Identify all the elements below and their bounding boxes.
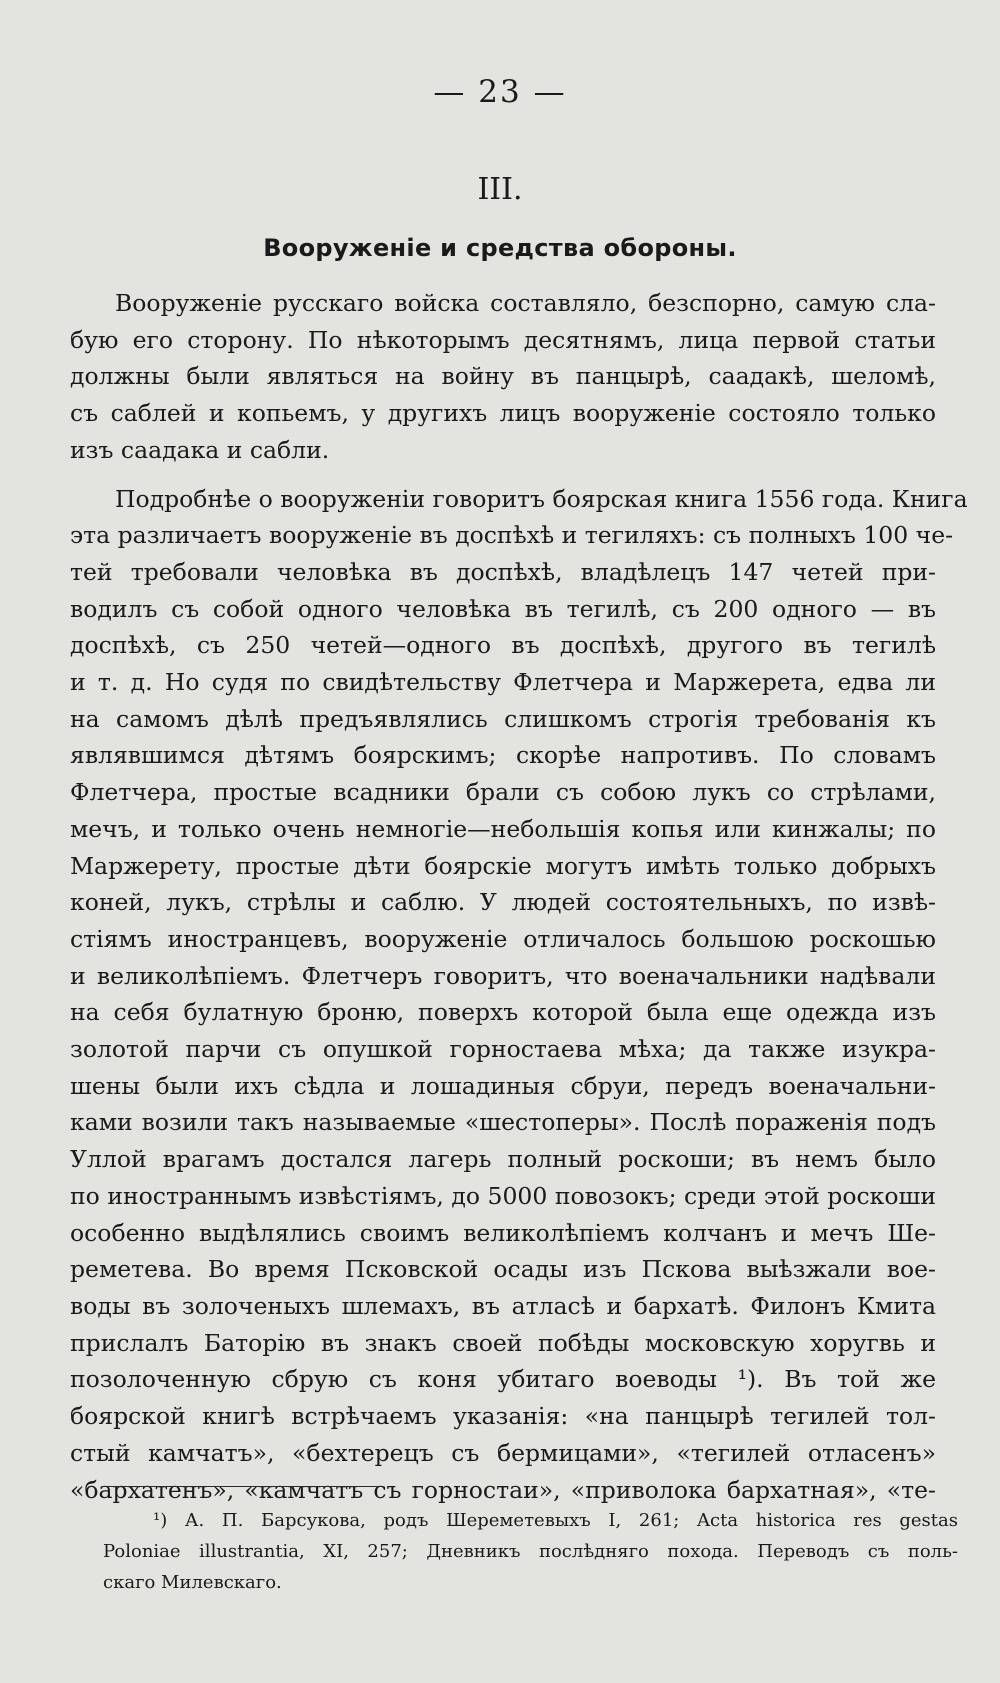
- text-line: позолоченную сбрую съ коня убитаго воеводы ¹). Въ той же: [70, 1365, 936, 1394]
- text-line: изъ саадака и сабли.: [70, 435, 330, 464]
- body-text: [70, 285, 968, 1508]
- text-line: мечъ, и только очень немногіе—небольшія копья или кинжалы; по: [70, 814, 936, 843]
- footnote-line: скаго Милевскаго.: [103, 1572, 282, 1593]
- text-line: и т. д. Но судя по свидѣтельству Флетчера и Маржерета, едва ли: [70, 668, 936, 697]
- text-line: на самомъ дѣлѣ предъявлялись слишкомъ строгія требованія къ: [70, 704, 936, 733]
- chapter-number: III.: [477, 172, 523, 207]
- text-line: шены были ихъ сѣдла и лошадиныя сбруи, передъ военачальни-: [70, 1071, 936, 1100]
- text-line: особенно выдѣлялись своимъ великолѣпіемъ колчанъ и мечъ Ше-: [70, 1218, 936, 1247]
- text-line: Маржерету, простые дѣти боярскіе могутъ имѣть только добрыхъ: [70, 851, 936, 880]
- text-line: являвшимся дѣтямъ боярскимъ; скорѣе напротивъ. По словамъ: [70, 741, 936, 770]
- text-line: воды въ золоченыхъ шлемахъ, въ атласѣ и бархатѣ. Филонъ Кмита: [70, 1291, 936, 1320]
- paragraph-2: [70, 481, 968, 1509]
- footnote-line: Poloniae illustrantia, XI, 257; Дневникъ послѣдняго похода. Переводъ съ поль-: [103, 1541, 958, 1562]
- text-line: тей требовали человѣка въ доспѣхѣ, владѣлецъ 147 четей при-: [70, 557, 936, 586]
- text-line: по иностраннымъ извѣстіямъ, до 5000 повозокъ; среди этой роскоши: [70, 1181, 936, 1210]
- text-line: золотой парчи съ опушкой горностаева мѣха; да также изукра-: [70, 1035, 936, 1064]
- text-line: Вооруженіе русскаго войска составляло, безспорно, самую сла-: [115, 289, 936, 317]
- footnote: [103, 1505, 958, 1598]
- text-line: и великолѣпіемъ. Флетчеръ говоритъ, что военачальники надѣвали: [70, 961, 936, 990]
- text-line: Уллой врагамъ достался лагерь полный роскоши; въ немъ было: [70, 1145, 936, 1174]
- text-line: «бархатенъ», «камчатъ съ горностаи», «приволока бархатная», «те-: [70, 1475, 936, 1504]
- text-line: коней, лукъ, стрѣлы и саблю. У людей состоятельныхъ, по извѣ-: [70, 888, 936, 917]
- chapter-title: Вооруженіе и средства обороны.: [263, 234, 737, 262]
- text-line: водилъ съ собой одного человѣка въ тегилѣ, съ 200 одного — въ: [70, 594, 936, 623]
- text-line: на себя булатную броню, поверхъ которой была еще одежда изъ: [70, 998, 936, 1027]
- text-line: боярской книгѣ встрѣчаемъ указанія: «на панцырѣ тегилей тол-: [70, 1402, 936, 1431]
- text-line: Подробнѣе о вооруженіи говоритъ боярская книга 1556 года. Книга: [115, 484, 968, 513]
- text-line: бую его сторону. По нѣкоторымъ десятнямъ, лица первой статьи: [70, 325, 936, 354]
- text-line: должны были являться на войну въ панцырѣ, саадакѣ, шеломѣ,: [70, 362, 936, 391]
- text-line: ками возили такъ называемые «шестоперы». Послѣ пораженія подъ: [70, 1108, 936, 1137]
- footnote-line: ¹) А. П. Барсукова, родъ Шереметевыхъ I, 261; Acta historica res gestas: [153, 1510, 958, 1531]
- paragraph-1: [70, 285, 936, 469]
- text-line: съ саблей и копьемъ, у другихъ лицъ вооруженіе состояло только: [70, 399, 936, 428]
- text-line: доспѣхѣ, съ 250 четей—одного въ доспѣхѣ, другого въ тегилѣ: [70, 631, 936, 660]
- text-line: реметева. Во время Псковской осады изъ Пскова выѣзжали вое-: [70, 1255, 936, 1284]
- text-line: стіямъ иностранцевъ, вооруженіе отличалось большою роскошью: [70, 924, 936, 953]
- footnote-divider: [103, 1486, 381, 1487]
- text-line: эта различаетъ вооруженіе въ доспѣхѣ и тегиляхъ: съ полныхъ 100 че-: [70, 521, 954, 550]
- text-line: Флетчера, простые всадники брали съ собою лукъ со стрѣлами,: [70, 778, 936, 807]
- text-line: прислалъ Баторію въ знакъ своей побѣды московскую хоругвь и: [70, 1328, 936, 1357]
- text-line: стый камчатъ», «бехтерецъ съ бермицами», «тегилей отласенъ»: [70, 1438, 936, 1467]
- page-number: — 23 —: [433, 74, 567, 110]
